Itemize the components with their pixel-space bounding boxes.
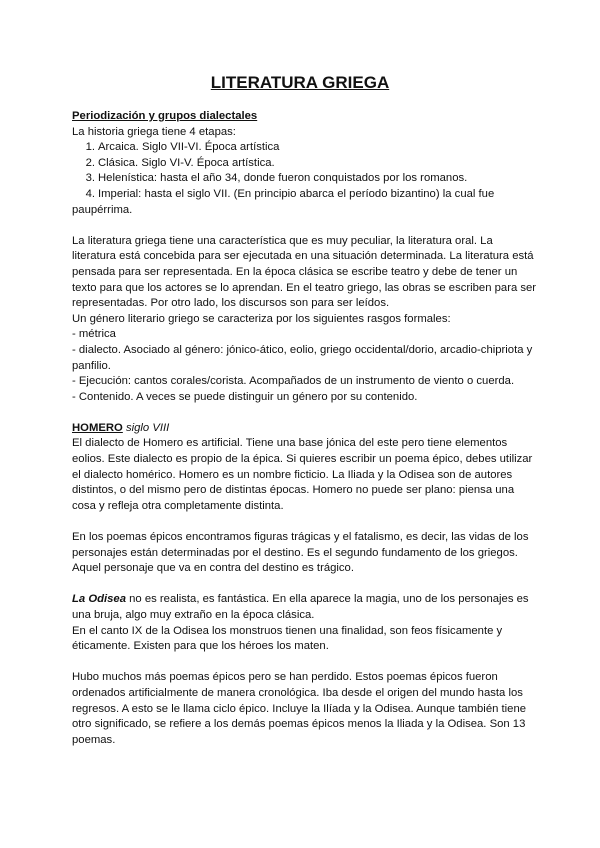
canto-ix-paragraph: En el canto IX de la Odisea los monstruos tienen una finalidad, son feos físicamente y éticamente. Existen para que los héroes los maten. — [72, 624, 503, 653]
section-heading-periodization: Periodización y grupos dialectales — [72, 110, 258, 122]
odisea-paragraph — [72, 592, 537, 623]
epic-fatalism-paragraph: En los poemas épicos encontramos figuras trágicas y el fatalismo, es decir, las vidas de los personajes están determinadas por el destino. Es el segundo fundamento de los griegos. Aquel personaje que va en contra del destino es trágico. — [72, 531, 529, 575]
odisea-title: La Odisea — [72, 593, 126, 606]
list-number: 1. — [85, 141, 95, 154]
stage4-continuation: paupérrima. — [72, 203, 133, 216]
list-text: Clásica. Siglo VI-V. Época artística. — [98, 156, 275, 169]
trait-item: - métrica — [72, 328, 116, 341]
document-body — [72, 109, 537, 748]
genre-intro: Un género literario griego se caracteriza por los siguientes rasgos formales: — [72, 312, 451, 325]
stages-list — [72, 140, 537, 202]
homer-dialect-paragraph: El dialecto de Homero es artificial. Tiene una base jónica del este pero tiene elementos eolios. Este dialecto es propio de la épica. Si quieres escribir un poema épico, debes utilizar el dialecto homérico. Homero es un nombre ficticio. La Iliada y la Odisea son de autores distintos, o del mismo pero de distintas épocas. Homero no puede ser plano: piensa una cosa y refleja otra completamente distinta. — [72, 437, 533, 512]
section-subheading: siglo VIII — [125, 421, 170, 434]
section-heading-homero: HOMERO — [72, 421, 123, 434]
stages-intro: La historia griega tiene 4 etapas: — [72, 125, 236, 138]
list-number: 4. — [85, 187, 95, 200]
list-text: Imperial: hasta el siglo VII. (En principio abarca el período bizantino) la cual fue — [98, 187, 495, 200]
list-item — [72, 140, 537, 156]
oral-literature-paragraph: La literatura griega tiene una característica que es muy peculiar, la literatura oral. La literatura está concebida para ser ejecutada en una situación determinada. La literatura está pensada para ser representada. En la época clásica se escribe teatro y debe de tener un texto para que los actores se lo aprendan. En el teatro griego, las obras se escriben para ser representadas. Por otro lado, los discursos son para ser leídos. — [72, 234, 537, 310]
list-text: Helenística: hasta el año 34, donde fueron conquistados por los romanos. — [98, 172, 468, 185]
list-text: Arcaica. Siglo VII-VI. Época artística — [98, 141, 280, 154]
list-number: 2. — [85, 156, 95, 169]
trait-item: - Contenido. A veces se puede distinguir un género por su contenido. — [72, 390, 418, 403]
trait-item: - dialecto. Asociado al género: jónico-ático, eolio, griego occidental/dorio, arcadio-chipriota y panfilio. — [72, 343, 533, 372]
epic-cycle-paragraph: Hubo muchos más poemas épicos pero se han perdido. Estos poemas épicos fueron ordenados artificialmente de manera cronológica. Iba desde el origen del mundo hasta los regresos. A esto se le llama ciclo épico. Incluye la Ilíada y la Odisea. Aunque también tiene otro significado, se refiere a los demás poemas épicos menos la Iliada y la Odisea. Son 13 poemas. — [72, 671, 527, 746]
odisea-text: no es realista, es fantástica. En ella aparece la magia, uno de los personajes es una bruja, algo muy extraño en la época clásica. — [72, 593, 529, 621]
list-item — [72, 171, 537, 187]
document-title: LITERATURA GRIEGA — [210, 73, 390, 92]
list-item — [72, 156, 537, 172]
trait-item: - Ejecución: cantos corales/corista. Acompañados de un instrumento de viento o cuerda. — [72, 375, 515, 388]
list-item — [72, 187, 537, 203]
list-number: 3. — [85, 172, 95, 185]
